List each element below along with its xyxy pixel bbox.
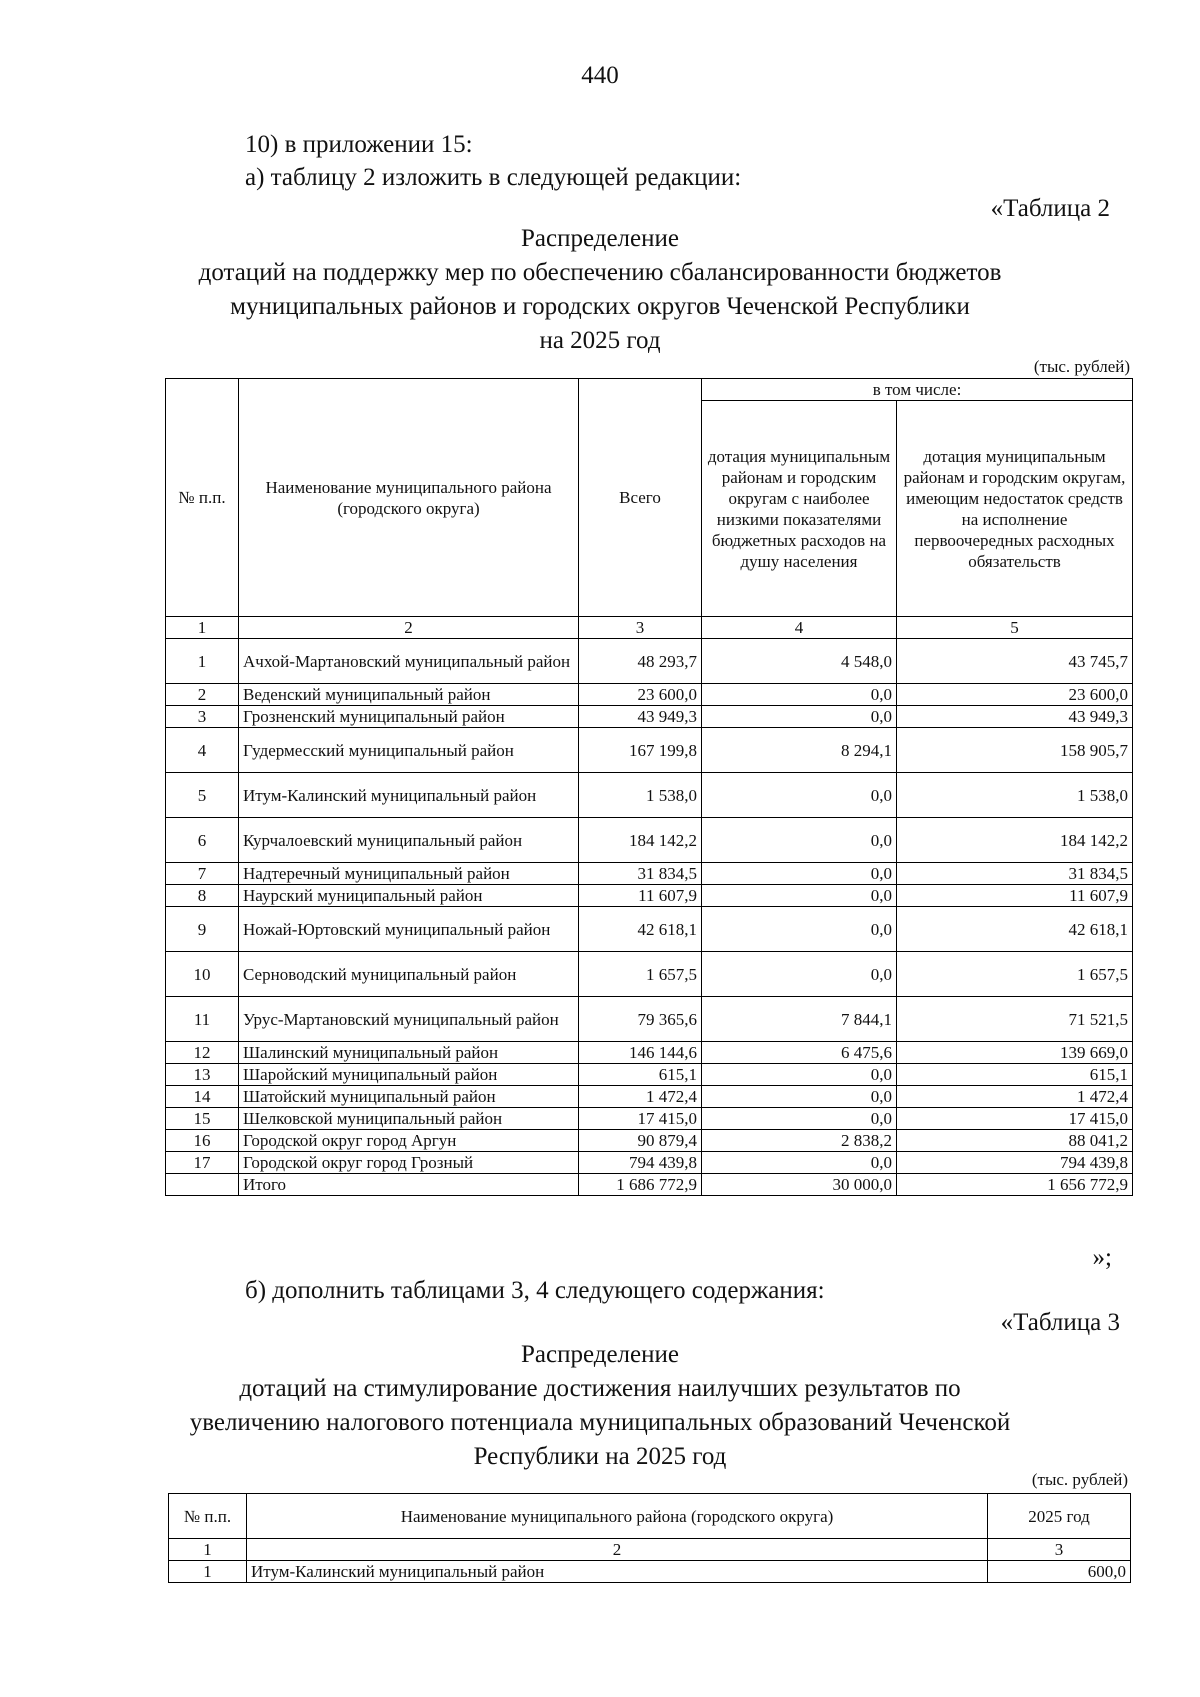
- row-col5: 184 142,2: [897, 818, 1133, 863]
- table-row: [166, 907, 1133, 952]
- table-row: [166, 885, 1133, 907]
- row-total: 184 142,2: [579, 818, 702, 863]
- row-total: 42 618,1: [579, 907, 702, 952]
- row-num: 1: [166, 639, 239, 684]
- header-num: № п.п.: [166, 379, 239, 617]
- row-total: 23 600,0: [579, 684, 702, 706]
- table3-units: (тыс. рублей): [1031, 1470, 1128, 1489]
- row-num: 7: [166, 863, 239, 885]
- row-col5: 31 834,5: [897, 863, 1133, 885]
- row-num: 14: [166, 1086, 239, 1108]
- row-name: Надтеречный муниципальный район: [239, 863, 579, 885]
- item-a: а) таблицу 2 изложить в следующей редакции:: [245, 164, 742, 191]
- row-total: 167 199,8: [579, 728, 702, 773]
- row-name: Веденский муниципальный район: [239, 684, 579, 706]
- col-number: 1: [166, 617, 239, 639]
- row-num: 3: [166, 706, 239, 728]
- row-num: 12: [166, 1042, 239, 1064]
- row-col4: 0,0: [702, 863, 897, 885]
- table-row: [166, 1086, 1133, 1108]
- row-num: 9: [166, 907, 239, 952]
- row-name: Серноводский муниципальный район: [239, 952, 579, 997]
- row-name: Городской округ город Аргун: [239, 1130, 579, 1152]
- col-number: 5: [897, 617, 1133, 639]
- total-num: [166, 1174, 239, 1196]
- item-10: 10) в приложении 15:: [245, 131, 473, 158]
- row-col4: 0,0: [702, 952, 897, 997]
- row-value: 600,0: [988, 1561, 1131, 1583]
- row-name: Курчалоевский муниципальный район: [239, 818, 579, 863]
- row-col4: 0,0: [702, 1064, 897, 1086]
- row-col5: 1 657,5: [897, 952, 1133, 997]
- row-col5: 139 669,0: [897, 1042, 1133, 1064]
- row-total: 794 439,8: [579, 1152, 702, 1174]
- row-num: 4: [166, 728, 239, 773]
- row-num: 11: [166, 997, 239, 1042]
- row-name: Итум-Калинский муниципальный район: [247, 1561, 988, 1583]
- table2-heading-line: Распределение: [521, 225, 679, 252]
- table-row: [166, 684, 1133, 706]
- table-row: [166, 1130, 1133, 1152]
- row-col5: 43 949,3: [897, 706, 1133, 728]
- row-col4: 0,0: [702, 1108, 897, 1130]
- row-col5: 1 472,4: [897, 1086, 1133, 1108]
- row-col5: 42 618,1: [897, 907, 1133, 952]
- row-col4: 8 294,1: [702, 728, 897, 773]
- table2-heading: [150, 222, 1050, 358]
- row-name: Ачхой-Мартановский муниципальный район: [239, 639, 579, 684]
- table-row: [166, 818, 1133, 863]
- col-number: 3: [988, 1539, 1131, 1561]
- row-col4: 0,0: [702, 1086, 897, 1108]
- row-total: 1 472,4: [579, 1086, 702, 1108]
- table-row: [166, 997, 1133, 1042]
- table-row: [166, 706, 1133, 728]
- row-name: Ножай-Юртовский муниципальный район: [239, 907, 579, 952]
- row-num: 15: [166, 1108, 239, 1130]
- row-col4: 7 844,1: [702, 997, 897, 1042]
- table-row: [166, 639, 1133, 684]
- row-num: 6: [166, 818, 239, 863]
- row-col4: 0,0: [702, 907, 897, 952]
- row-total: 146 144,6: [579, 1042, 702, 1064]
- row-total: 79 365,6: [579, 997, 702, 1042]
- table3-heading-line: Распределение: [521, 1341, 679, 1368]
- table2-heading-line: муниципальных районов и городских округов Чеченской Республики: [230, 293, 970, 320]
- table2-label: «Таблица 2: [990, 195, 1110, 222]
- total-col4: 30 000,0: [702, 1174, 897, 1196]
- col-number: 4: [702, 617, 897, 639]
- total-label: Итого: [239, 1174, 579, 1196]
- row-name: Шаройский муниципальный район: [239, 1064, 579, 1086]
- row-name: Шалинский муниципальный район: [239, 1042, 579, 1064]
- item-b: б) дополнить таблицами 3, 4 следующего содержания:: [245, 1277, 825, 1304]
- header-name: Наименование муниципального района (городского округа): [239, 379, 579, 617]
- table3-heading-line: Республики на 2025 год: [473, 1443, 727, 1470]
- row-col5: 615,1: [897, 1064, 1133, 1086]
- table3-heading-line: увеличению налогового потенциала муниципальных образований Чеченской: [189, 1409, 1011, 1436]
- table3-label: «Таблица 3: [1000, 1309, 1120, 1336]
- row-col4: 0,0: [702, 773, 897, 818]
- row-col4: 0,0: [702, 1152, 897, 1174]
- row-col5: 1 538,0: [897, 773, 1133, 818]
- row-num: 1: [169, 1561, 247, 1583]
- table-row: [166, 1042, 1133, 1064]
- header-num: № п.п.: [169, 1494, 247, 1539]
- row-name: Шатойский муниципальный район: [239, 1086, 579, 1108]
- col-number: 1: [169, 1539, 247, 1561]
- table-row: [166, 728, 1133, 773]
- table3-heading: [150, 1338, 1050, 1474]
- row-total: 90 879,4: [579, 1130, 702, 1152]
- row-col5: 71 521,5: [897, 997, 1133, 1042]
- total-sum: 1 686 772,9: [579, 1174, 702, 1196]
- page-number: 440: [581, 62, 619, 89]
- table2-heading-line: на 2025 год: [539, 327, 661, 354]
- row-total: 31 834,5: [579, 863, 702, 885]
- header-including: в том числе:: [702, 379, 1133, 401]
- table2-heading-line: дотаций на поддержку мер по обеспечению сбалансированности бюджетов: [198, 259, 1002, 286]
- row-col4: 0,0: [702, 885, 897, 907]
- row-total: 11 607,9: [579, 885, 702, 907]
- header-col5: дотация муниципальным районам и городским округам, имеющим недостаток средств на исполнение первоочередных расходных обязательств: [897, 401, 1133, 617]
- row-col4: 4 548,0: [702, 639, 897, 684]
- row-name: Наурский муниципальный район: [239, 885, 579, 907]
- row-col4: 0,0: [702, 684, 897, 706]
- row-num: 13: [166, 1064, 239, 1086]
- row-name: Городской округ город Грозный: [239, 1152, 579, 1174]
- row-col5: 23 600,0: [897, 684, 1133, 706]
- row-num: 8: [166, 885, 239, 907]
- table3: [168, 1493, 1131, 1583]
- row-total: 615,1: [579, 1064, 702, 1086]
- table2-closing: »;: [1092, 1244, 1112, 1271]
- table-row: [166, 863, 1133, 885]
- header-col4: дотация муниципальным районам и городским округам с наиболее низкими показателями бюджетных расходов на душу населения: [702, 401, 897, 617]
- table2-units: (тыс. рублей): [1033, 357, 1130, 376]
- row-total: 1 657,5: [579, 952, 702, 997]
- col-number: 2: [239, 617, 579, 639]
- col-number: 3: [579, 617, 702, 639]
- row-col5: 17 415,0: [897, 1108, 1133, 1130]
- row-col4: 6 475,6: [702, 1042, 897, 1064]
- row-num: 17: [166, 1152, 239, 1174]
- row-col5: 88 041,2: [897, 1130, 1133, 1152]
- row-col4: 0,0: [702, 818, 897, 863]
- row-total: 43 949,3: [579, 706, 702, 728]
- row-col5: 11 607,9: [897, 885, 1133, 907]
- table-row: [166, 1108, 1133, 1130]
- row-col5: 43 745,7: [897, 639, 1133, 684]
- row-name: Урус-Мартановский муниципальный район: [239, 997, 579, 1042]
- header-name: Наименование муниципального района (городского округа): [247, 1494, 988, 1539]
- row-num: 16: [166, 1130, 239, 1152]
- table-row: [169, 1561, 1131, 1583]
- header-year: 2025 год: [988, 1494, 1131, 1539]
- table-row: [166, 952, 1133, 997]
- row-name: Шелковской муниципальный район: [239, 1108, 579, 1130]
- row-name: Грозненский муниципальный район: [239, 706, 579, 728]
- total-col5: 1 656 772,9: [897, 1174, 1133, 1196]
- row-col4: 0,0: [702, 706, 897, 728]
- row-total: 48 293,7: [579, 639, 702, 684]
- row-name: Гудермесский муниципальный район: [239, 728, 579, 773]
- col-number: 2: [247, 1539, 988, 1561]
- table2: [165, 378, 1133, 1196]
- table-row: [166, 1152, 1133, 1174]
- row-total: 17 415,0: [579, 1108, 702, 1130]
- row-num: 10: [166, 952, 239, 997]
- row-name: Итум-Калинский муниципальный район: [239, 773, 579, 818]
- row-col5: 158 905,7: [897, 728, 1133, 773]
- table-row: [166, 1064, 1133, 1086]
- row-num: 2: [166, 684, 239, 706]
- row-num: 5: [166, 773, 239, 818]
- row-col4: 2 838,2: [702, 1130, 897, 1152]
- header-total: Всего: [579, 379, 702, 617]
- table-row: [166, 773, 1133, 818]
- row-col5: 794 439,8: [897, 1152, 1133, 1174]
- row-total: 1 538,0: [579, 773, 702, 818]
- total-row: [166, 1174, 1133, 1196]
- table3-heading-line: дотаций на стимулирование достижения наилучших результатов по: [239, 1375, 961, 1402]
